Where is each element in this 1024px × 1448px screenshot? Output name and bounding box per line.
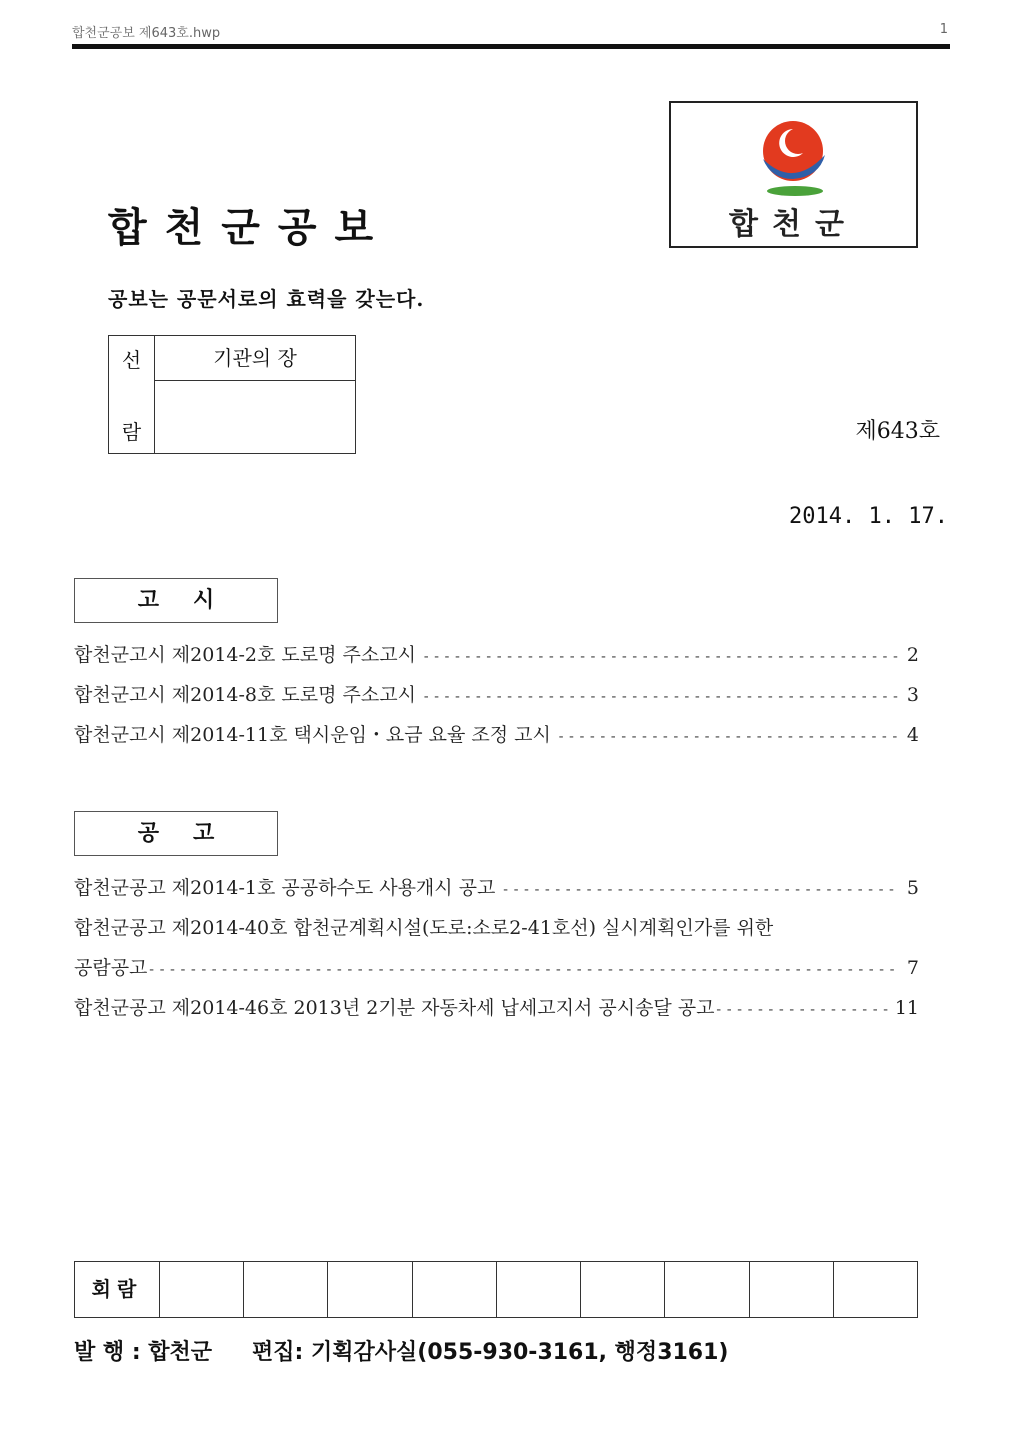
logo-text: 합천군 — [729, 207, 858, 242]
publisher-name: 합천군 — [148, 1340, 213, 1365]
toc-row[interactable] — [74, 720, 919, 750]
toc-item-text: 합천군고시 제2014-2호 도로명 주소고시 — [74, 644, 416, 666]
toc-row[interactable] — [74, 873, 919, 903]
toc-item-text-multiline[interactable]: 합천군공고 제2014-40호 합천군계획시설(도로:소로2-41호선) 실시계획인가를 위한 — [74, 917, 774, 939]
circulation-cell — [750, 1262, 834, 1317]
toc-item-page: 4 — [906, 724, 919, 746]
circulation-cell — [244, 1262, 328, 1317]
circulation-cell — [160, 1262, 244, 1317]
approval-box — [108, 335, 356, 454]
toc-item-page: 11 — [894, 997, 919, 1019]
header-rule — [72, 44, 950, 49]
toc-item-text: 합천군공고 제2014-46호 2013년 2기분 자동차세 납세고지서 공시송달 공고 — [74, 997, 715, 1019]
issue-date: 2014. 1. 17. — [789, 504, 948, 529]
county-emblem-icon — [757, 117, 833, 201]
circulation-cell — [413, 1262, 497, 1317]
county-logo-box — [669, 101, 918, 248]
toc-item-page: 3 — [906, 684, 919, 706]
approval-side-label-bottom: 람 — [121, 420, 142, 444]
toc-leader — [422, 649, 899, 665]
toc-item-page: 7 — [906, 957, 919, 979]
toc-item-page: 5 — [906, 877, 919, 899]
gazette-title: 합천군공보 — [108, 205, 392, 251]
toc-row[interactable] — [74, 680, 919, 710]
toc-leader — [715, 1002, 889, 1018]
section-notices-title: 고시 — [74, 578, 278, 623]
toc-row[interactable] — [74, 640, 919, 670]
editor-info: 기획감사실(055-930-3161, 행정3161) — [311, 1340, 729, 1365]
issue-number: 제643호 — [855, 419, 940, 444]
header-filename: 합천군공보 제643호.hwp — [72, 26, 221, 41]
toc-leader — [557, 729, 899, 745]
circulation-cell — [581, 1262, 665, 1317]
approval-header: 기관의 장 — [155, 336, 355, 381]
circulation-table — [74, 1261, 918, 1318]
toc-item-text: 합천군고시 제2014-11호 택시운임・요금 요율 조정 고시 — [74, 724, 551, 746]
circulation-cell — [665, 1262, 749, 1317]
circulation-cell — [834, 1262, 917, 1317]
editor-label: 편집: — [252, 1340, 312, 1365]
toc-leader — [422, 689, 899, 705]
section-announcements-title: 공고 — [74, 811, 278, 856]
toc-row[interactable] — [74, 953, 919, 983]
toc-item-page: 2 — [906, 644, 919, 666]
circulation-cell — [328, 1262, 412, 1317]
approval-side-label-top: 선 — [121, 348, 142, 372]
circulation-cell — [497, 1262, 581, 1317]
toc-item-text-continued: 공람공고 — [74, 957, 148, 979]
toc-leader — [147, 962, 899, 978]
circulation-label: 회람 — [75, 1262, 160, 1317]
header-page-number: 1 — [939, 22, 948, 37]
toc-leader — [501, 882, 899, 898]
toc-item-text: 합천군공고 제2014-1호 공공하수도 사용개시 공고 — [74, 877, 496, 899]
footer-publishing-info — [74, 1335, 728, 1366]
publisher-label: 발 행 : — [74, 1340, 149, 1365]
subtitle: 공보는 공문서로의 효력을 갖는다. — [108, 287, 425, 311]
toc-item-text: 합천군고시 제2014-8호 도로명 주소고시 — [74, 684, 416, 706]
toc-row[interactable] — [74, 993, 919, 1023]
